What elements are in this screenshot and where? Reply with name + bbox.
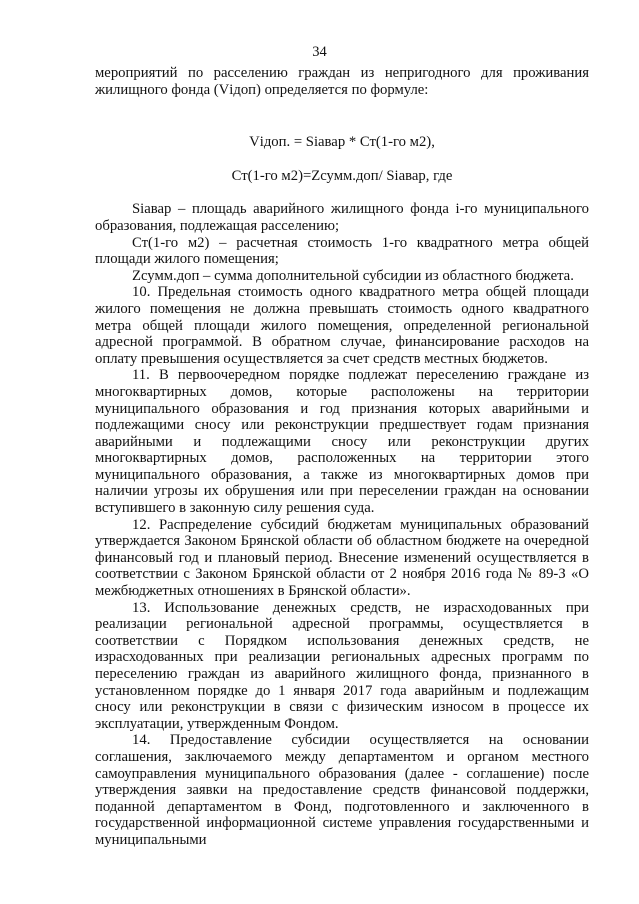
paragraph-12: 12. Распределение субсидий бюджетам муниципальных образований утверждается Законом Брянской области об областном бюджете на очередной финансовый год и плановый период. Внесение изменений осуществляется в соответствии с Законом Брянской области от 2 ноября 2016 года № 89-З «О межбюджетных отношениях в Брянской области». (95, 516, 589, 600)
formula-cost: Ст(1-го м2)=Zсумм.доп/ Sіавар, где (231, 167, 453, 184)
paragraph-14: 14. Предоставление субсидии осуществляется на основании соглашения, заключаемого между департаментом и органом местного самоуправления муниципального образования (далее - соглашение) после утверждения заявки на предоставление средств финансовой поддержки, поданной департаментом в Фонд, подготовленного и заключенного в государственной информационной системе управления государственными и муниципальными (95, 732, 589, 848)
definition-cost: Ст(1-го м2) – расчетная стоимость 1-го квадратного метра общей площади жилого помещения; (95, 234, 589, 268)
paragraph-13: 13. Использование денежных средств, не израсходованных при реализации региональной адресной программы, осуществляется в соответствии с Порядком использования денежных средств, не израсходованных при реализации региональных адресных программ по переселению граждан из аварийного жилищного фонда, признанного в установленном порядке до 1 января 2017 года аварийным и подлежащим сносу или реконструкции в связи с физическим износом в процессе их эксплуатации, утвержденным Фондом. (95, 599, 589, 732)
paragraph-11: 11. В первоочередном порядке подлежат переселению граждане из многоквартирных домов, которые расположены на территории муниципального образования и год признания которых аварийными и подлежащими сносу или реконструкции предшествует годам признания аварийными и подлежащими сносу или реконструкции других многоквартирных домов, расположенных на территории этого муниципального образования, а также из многоквартирных домов при наличии угрозы их обрушения или при переселении граждан на основании вступившего в законную силу решения суда. (95, 367, 589, 517)
page-number: 34 (312, 44, 327, 60)
definition-area: Sіавар – площадь аварийного жилищного фонда і-го муниципального образования, подлежащая расселению; (95, 201, 589, 234)
intro-paragraph: мероприятий по расселению граждан из непригодного для проживания жилищного фонда (Vідоп) определяется по формуле: (95, 65, 589, 98)
page-content (95, 65, 589, 849)
definition-subsidy: Zсумм.доп – сумма дополнительной субсидии из областного бюджета. (132, 267, 574, 284)
formula-volume: Vідоп. = Sіавар * Ст(1-го м2), (249, 134, 435, 151)
paragraph-10: 10. Предельная стоимость одного квадратного метра общей площади жилого помещения не должна превышать стоимость одного квадратного метра общей площади жилого помещения, определенной региональной адресной программой. В обратном случае, финансирование расходов на оплату превышения осуществляется за счет средств местных бюджетов. (95, 284, 589, 367)
